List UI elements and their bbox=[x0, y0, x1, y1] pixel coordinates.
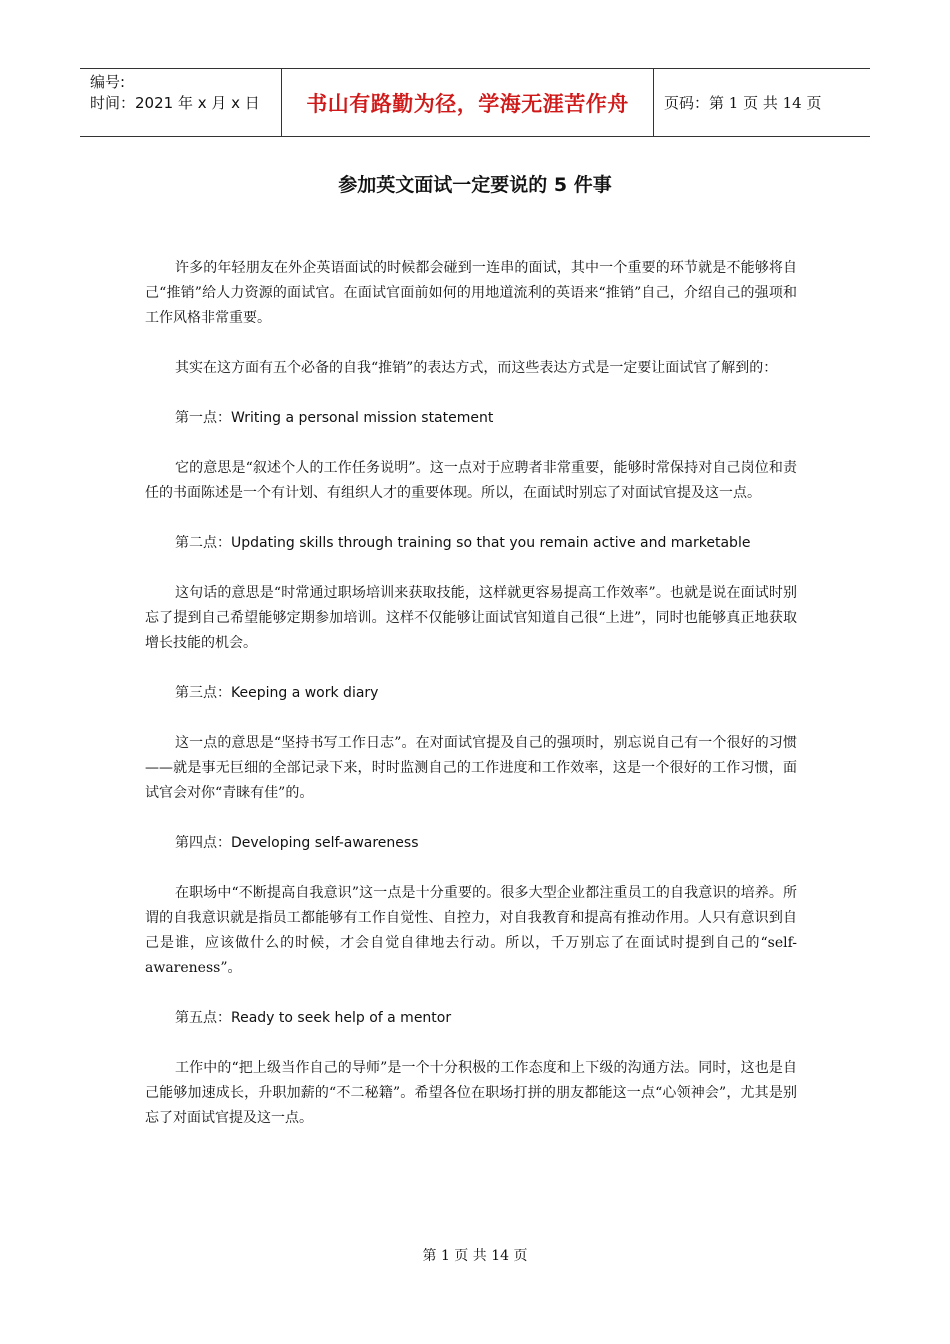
point-5-title: 第五点：Ready to seek help of a mentor bbox=[175, 1010, 452, 1026]
page-header bbox=[80, 68, 870, 137]
point-4-title: 第四点：Developing self-awareness bbox=[175, 835, 419, 851]
point-2-body: 这句话的意思是“时常通过职场培训来获取技能，这样就更容易提高工作效率”。也就是说在面试时别忘了提到自己希望能够定期参加培训。这样不仅能够让面试官知道自己很“上进”，同时也能够真正地获取增长技能的机会。 bbox=[145, 585, 797, 651]
header-motto: 书山有路勤为径，学海无涯苦作舟 bbox=[282, 69, 654, 136]
number-label: 编号: bbox=[90, 73, 126, 91]
header-page-info: 页码：第 1 页 共 14 页 bbox=[664, 94, 822, 112]
point-5-body: 工作中的“把上级当作自己的导师”是一个十分积极的工作态度和上下级的沟通方法。同时，这也是自己能够加速成长，升职加薪的“不二秘籍”。希望各位在职场打拼的朋友都能这一点“心领神会”，尤其是别忘了对面试官提及这一点。 bbox=[145, 1060, 797, 1126]
document-title: 参加英文面试一定要说的 5 件事 bbox=[338, 174, 612, 196]
document-body bbox=[145, 256, 797, 1156]
point-1-title: 第一点：Writing a personal mission statement bbox=[175, 410, 494, 426]
point-2-title: 第二点：Updating skills through training so that you remain active and marketable bbox=[175, 535, 751, 551]
header-meta bbox=[80, 69, 282, 136]
intro-paragraph-1: 许多的年轻朋友在外企英语面试的时候都会碰到一连串的面试，其中一个重要的环节就是不能够将自己“推销”给人力资源的面试官。在面试官面前如何的用地道流利的英语来“推销”自己，介绍自己的强项和工作风格非常重要。 bbox=[145, 260, 797, 326]
point-4-body: 在职场中“不断提高自我意识”这一点是十分重要的。很多大型企业都注重员工的自我意识的培养。所谓的自我意识就是指员工都能够有工作自觉性、自控力，对自我教育和提高有推动作用。人只有意识到自己是谁，应该做什么的时候，才会自觉自律地去行动。所以，千万别忘了在面试时提到自己的“self-awareness”。 bbox=[145, 885, 797, 976]
time-label: 时间：2021 年 x 月 x 日 bbox=[90, 94, 260, 112]
point-1-body: 它的意思是“叙述个人的工作任务说明”。这一点对于应聘者非常重要，能够时常保持对自己岗位和责任的书面陈述是一个有计划、有组织人才的重要体现。所以，在面试时别忘了对面试官提及这一点。 bbox=[145, 460, 797, 501]
page-footer: 第 1 页 共 14 页 bbox=[422, 1248, 528, 1264]
point-3-title: 第三点：Keeping a work diary bbox=[175, 685, 379, 701]
point-3-body: 这一点的意思是“坚持书写工作日志”。在对面试官提及自己的强项时，别忘说自己有一个很好的习惯——就是事无巨细的全部记录下来，时时监测自己的工作进度和工作效率，这是一个很好的工作习惯，面试官会对你“青睐有佳”的。 bbox=[145, 735, 797, 801]
intro-paragraph-2: 其实在这方面有五个必备的自我“推销”的表达方式，而这些表达方式是一定要让面试官了解到的： bbox=[175, 360, 778, 376]
